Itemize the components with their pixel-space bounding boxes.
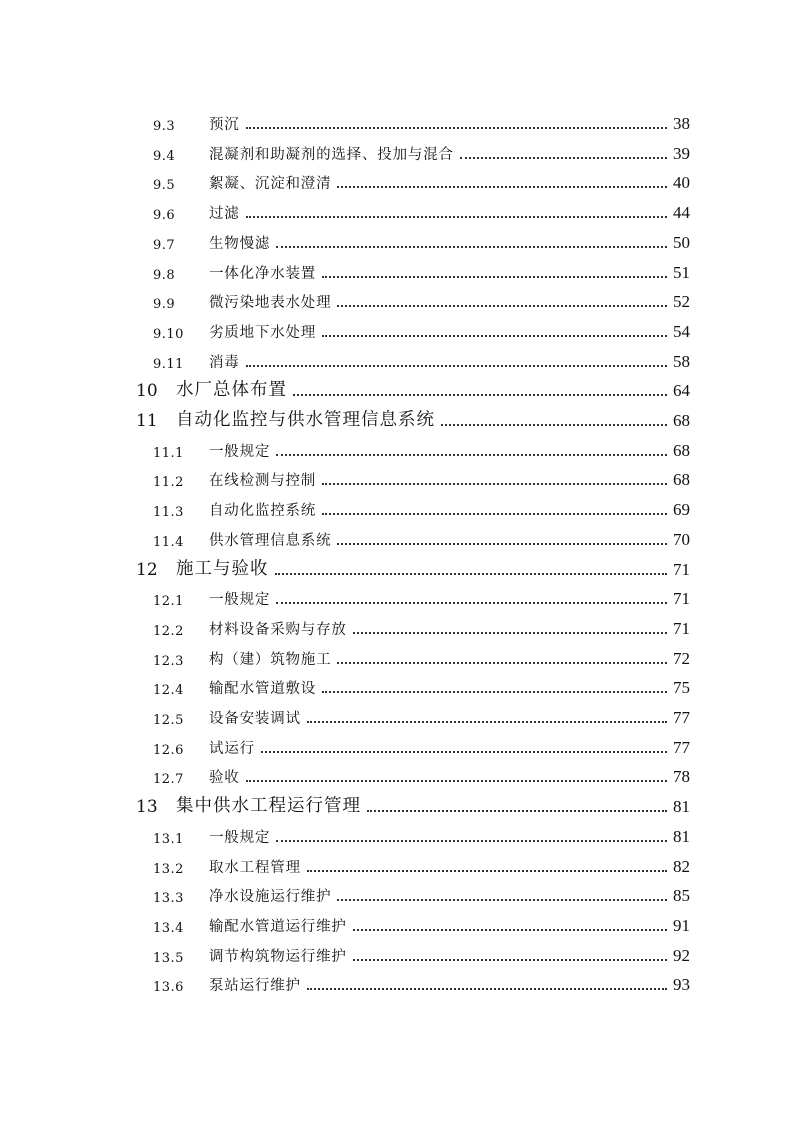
toc-entry-page-number: 91 <box>673 916 690 935</box>
toc-entry-page-number: 39 <box>673 144 690 163</box>
toc-entry <box>153 882 690 906</box>
dot-leader <box>246 365 667 367</box>
toc-entry <box>153 229 690 253</box>
dot-leader <box>307 988 667 990</box>
toc-entry-title: 微污染地表水处理 <box>209 295 332 311</box>
dot-leader <box>322 483 667 485</box>
dot-leader <box>322 276 667 278</box>
toc-entry-title: 自动化监控系统 <box>209 503 317 519</box>
toc-entry-title: 一体化净水装置 <box>209 266 317 282</box>
dot-leader <box>246 127 667 129</box>
toc-entry-number: 12.2 <box>153 624 184 639</box>
toc-entry-number: 12.1 <box>153 594 184 609</box>
toc-entry-page-number: 68 <box>673 441 690 460</box>
toc-entry <box>153 199 690 223</box>
toc-entry-page-number: 54 <box>673 322 690 341</box>
toc-entry-page-number: 85 <box>673 886 690 905</box>
dot-leader <box>276 602 667 604</box>
toc-entry-page-number: 82 <box>673 857 690 876</box>
toc-entry <box>136 556 690 580</box>
toc-entry <box>153 496 690 520</box>
toc-entry <box>153 615 690 639</box>
toc-entry-title: 一般规定 <box>209 592 271 608</box>
toc-entry <box>153 466 690 490</box>
toc-entry <box>153 288 690 312</box>
toc-entry <box>153 169 690 193</box>
toc-entry-page-number: 81 <box>673 797 690 816</box>
toc-entry <box>153 853 690 877</box>
toc-entry-page-number: 71 <box>673 589 690 608</box>
toc-entry-title: 预沉 <box>209 117 240 133</box>
toc-entry <box>153 674 690 698</box>
toc-entry <box>136 377 690 401</box>
toc-entry-number: 12.6 <box>153 743 184 758</box>
toc-entry-title: 取水工程管理 <box>209 860 301 876</box>
toc-entry-page-number: 72 <box>673 649 690 668</box>
toc-entry-page-number: 70 <box>673 530 690 549</box>
dot-leader <box>246 780 667 782</box>
toc-entry-title: 泵站运行维护 <box>209 978 301 994</box>
dot-leader <box>353 929 667 931</box>
toc-entry <box>153 645 690 669</box>
toc-entry <box>153 526 690 550</box>
dot-leader <box>307 870 667 872</box>
toc-entry-title: 输配水管道敷设 <box>209 681 317 697</box>
toc-entry-page-number: 77 <box>673 738 690 757</box>
dot-leader <box>307 721 667 723</box>
toc-entry-number: 9.8 <box>153 268 176 283</box>
toc-entry-number: 12.4 <box>153 683 184 698</box>
toc-entry <box>153 912 690 936</box>
toc-entry-title: 输配水管道运行维护 <box>209 919 347 935</box>
toc-entry-number: 11.3 <box>153 505 184 520</box>
dot-leader <box>293 394 667 396</box>
toc-entry-page-number: 77 <box>673 708 690 727</box>
toc-entry <box>153 437 690 461</box>
dot-leader <box>322 691 667 693</box>
toc-entry-number: 11.4 <box>153 535 184 550</box>
toc-entry-title: 消毒 <box>209 355 240 371</box>
dot-leader <box>261 751 667 753</box>
dot-leader <box>337 186 667 188</box>
toc-entry-page-number: 64 <box>673 381 690 400</box>
dot-leader <box>353 632 667 634</box>
toc-entry-number: 9.10 <box>153 327 184 342</box>
toc-entry-page-number: 93 <box>673 975 690 994</box>
toc-entry <box>153 259 690 283</box>
toc-entry-title: 材料设备采购与存放 <box>209 622 347 638</box>
toc-entry-page-number: 69 <box>673 500 690 519</box>
toc-entry-number: 13.5 <box>153 951 184 966</box>
dot-leader <box>353 959 667 961</box>
toc-entry-title: 试运行 <box>209 741 255 757</box>
dot-leader <box>337 305 667 307</box>
dot-leader <box>460 157 667 159</box>
toc-entry-page-number: 68 <box>673 411 690 430</box>
toc-entry-title: 设备安装调试 <box>209 711 301 727</box>
dot-leader <box>275 573 668 575</box>
toc-entry-title: 构（建）筑物施工 <box>209 652 332 668</box>
toc-entry-title: 絮凝、沉淀和澄清 <box>209 176 332 192</box>
toc-entry <box>153 318 690 342</box>
toc-entry-title: 混凝剂和助凝剂的选择、投加与混合 <box>209 147 454 163</box>
toc-entry-page-number: 58 <box>673 352 690 371</box>
dot-leader <box>441 424 667 426</box>
dot-leader <box>246 216 667 218</box>
toc-entry-title: 调节构筑物运行维护 <box>209 949 347 965</box>
toc-entry-number: 13.3 <box>153 891 184 906</box>
dot-leader <box>276 840 667 842</box>
toc-entry <box>153 110 690 134</box>
toc-entry-number: 11.1 <box>153 446 184 461</box>
dot-leader <box>367 810 667 812</box>
toc-entry-title: 自动化监控与供水管理信息系统 <box>176 410 435 430</box>
toc-entry-page-number: 40 <box>673 173 690 192</box>
toc-entry-page-number: 38 <box>673 114 690 133</box>
dot-leader <box>337 899 667 901</box>
toc-entry-number: 9.9 <box>153 297 176 312</box>
dot-leader <box>322 335 667 337</box>
toc-entry-number: 13.2 <box>153 862 184 877</box>
toc-entry-page-number: 71 <box>673 560 690 579</box>
toc-entry-number: 13.4 <box>153 921 184 936</box>
toc-entry-title: 净水设施运行维护 <box>209 889 332 905</box>
toc-entry-number: 9.3 <box>153 119 176 134</box>
toc-entry-page-number: 92 <box>673 946 690 965</box>
toc-entry-title: 水厂总体布置 <box>176 380 287 400</box>
toc-entry-page-number: 51 <box>673 263 690 282</box>
toc-entry-number: 9.6 <box>153 208 176 223</box>
toc-entry-page-number: 81 <box>673 827 690 846</box>
toc-entry <box>153 823 690 847</box>
toc-entry-number: 12.5 <box>153 713 184 728</box>
toc-entry-title: 施工与验收 <box>176 559 269 579</box>
toc-entry <box>153 971 690 995</box>
toc-entry <box>153 348 690 372</box>
toc-entry-title: 集中供水工程运行管理 <box>176 796 361 816</box>
toc-entry-title: 一般规定 <box>209 830 271 846</box>
toc-entry-title: 在线检测与控制 <box>209 473 317 489</box>
toc-entry-number: 13.6 <box>153 980 184 995</box>
toc-entry <box>153 942 690 966</box>
toc-entry <box>153 704 690 728</box>
toc-entry-page-number: 68 <box>673 470 690 489</box>
toc-entry-title: 一般规定 <box>209 444 271 460</box>
toc-entry-number: 12.3 <box>153 654 184 669</box>
toc-entry <box>136 793 690 817</box>
toc-entry-number: 9.11 <box>153 357 184 372</box>
toc-entry-number: 9.7 <box>153 238 176 253</box>
toc-entry-number: 10 <box>136 381 158 401</box>
toc-entry <box>153 585 690 609</box>
toc-entry-title: 劣质地下水处理 <box>209 325 317 341</box>
dot-leader <box>276 246 667 248</box>
toc-entry <box>153 763 690 787</box>
toc-entry <box>153 140 690 164</box>
toc-entry-title: 过滤 <box>209 206 240 222</box>
dot-leader <box>337 662 667 664</box>
toc-entry <box>136 407 690 431</box>
dot-leader <box>337 543 667 545</box>
toc-entry-title: 验收 <box>209 770 240 786</box>
toc-entry-page-number: 75 <box>673 678 690 697</box>
toc-entry-page-number: 78 <box>673 767 690 786</box>
toc-entry-number: 12.7 <box>153 772 184 787</box>
toc-entry-number: 9.5 <box>153 178 176 193</box>
toc-entry-page-number: 52 <box>673 292 690 311</box>
toc-entry-page-number: 50 <box>673 233 690 252</box>
toc-entry-page-number: 44 <box>673 203 690 222</box>
toc-entry <box>153 734 690 758</box>
toc-entry-title: 生物慢滤 <box>209 236 271 252</box>
toc-entry-number: 13.1 <box>153 832 184 847</box>
toc-entry-number: 11.2 <box>153 475 184 490</box>
toc-entry-number: 11 <box>136 411 158 431</box>
dot-leader <box>322 513 667 515</box>
toc-entry-number: 12 <box>136 560 158 580</box>
toc-entry-number: 13 <box>136 797 158 817</box>
toc-entry-number: 9.4 <box>153 149 176 164</box>
toc-entry-page-number: 71 <box>673 619 690 638</box>
toc-entry-title: 供水管理信息系统 <box>209 533 332 549</box>
dot-leader <box>276 454 667 456</box>
